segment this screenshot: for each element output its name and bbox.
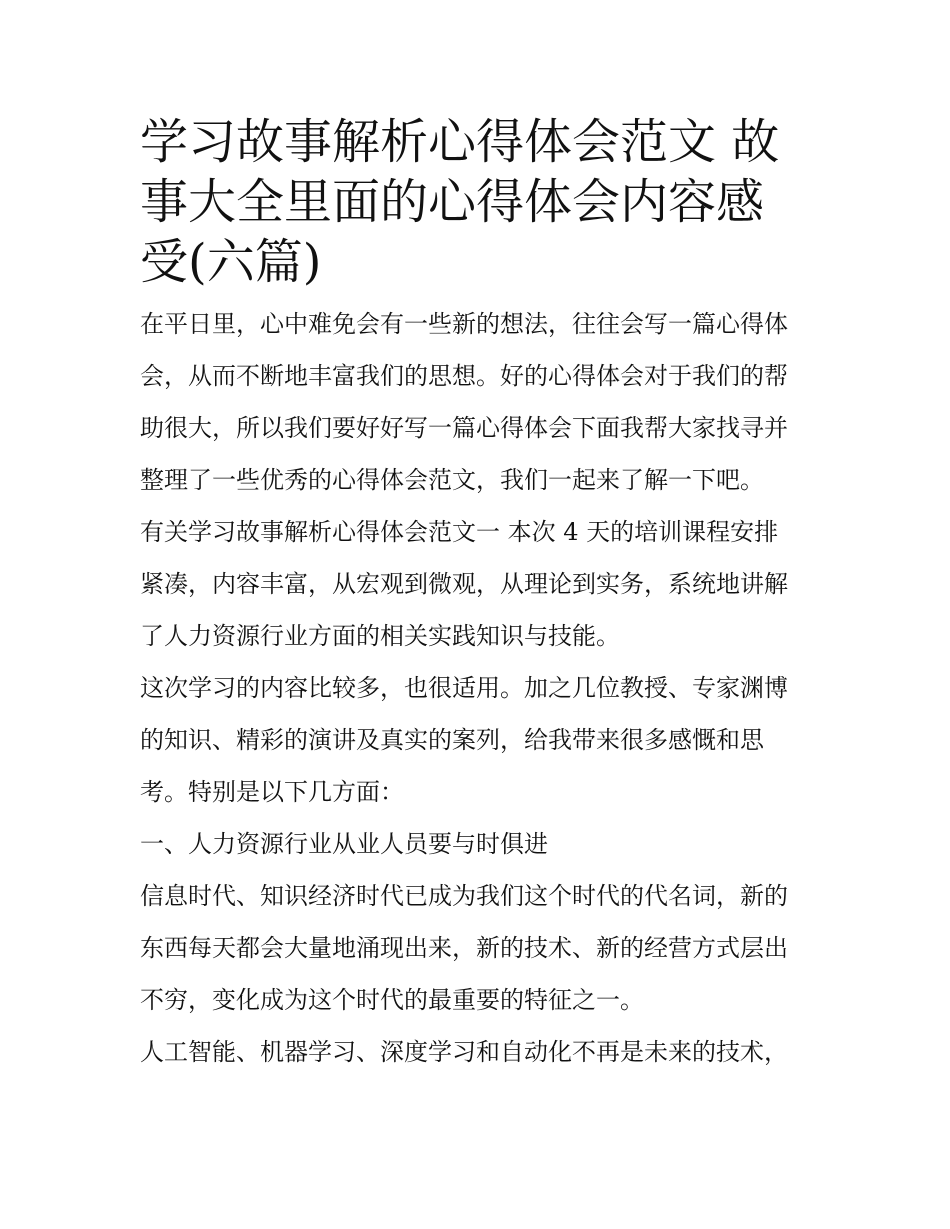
title-line: 学习故事解析心得体会范文 故 [140,114,780,170]
body-line: 整理了一些优秀的心得体会范文，我们一起来了解一下吧。 [140,466,764,494]
document-title [140,112,815,292]
document-body [140,298,815,1078]
section-heading: 一、人力资源行业从业人员要与时俱进 [140,830,548,858]
body-line: 了人力资源行业方面的相关实践知识与技能。 [140,622,620,650]
body-line: 有关学习故事解析心得体会范文一 本次 4 天的培训课程安排 [140,518,779,546]
body-line: 信息时代、知识经济时代已成为我们这个时代的代名词，新的 [140,882,788,910]
title-line: 事大全里面的心得体会内容感 [140,174,765,230]
body-line: 考。特别是以下几方面： [140,778,404,806]
body-line: 的知识、精彩的演讲及真实的案列，给我带来很多感慨和思 [140,726,764,754]
body-line: 东西每天都会大量地涌现出来，新的技术、新的经营方式层出 [140,934,788,962]
body-line: 不穷，变化成为这个时代的最重要的特征之一。 [140,986,644,1014]
body-line: 这次学习的内容比较多，也很适用。加之几位教授、专家渊博 [140,674,788,702]
body-line: 紧凑，内容丰富，从宏观到微观，从理论到实务，系统地讲解 [140,570,788,598]
body-line: 在平日里，心中难免会有一些新的想法，往往会写一篇心得体 [140,310,788,338]
document-page [140,112,815,1078]
body-line: 人工智能、机器学习、深度学习和自动化不再是未来的技术， [140,1038,788,1066]
body-line: 助很大，所以我们要好好写一篇心得体会下面我帮大家找寻并 [140,414,788,442]
title-line: 受(六篇) [140,234,322,290]
body-line: 会，从而不断地丰富我们的思想。好的心得体会对于我们的帮 [140,362,788,390]
